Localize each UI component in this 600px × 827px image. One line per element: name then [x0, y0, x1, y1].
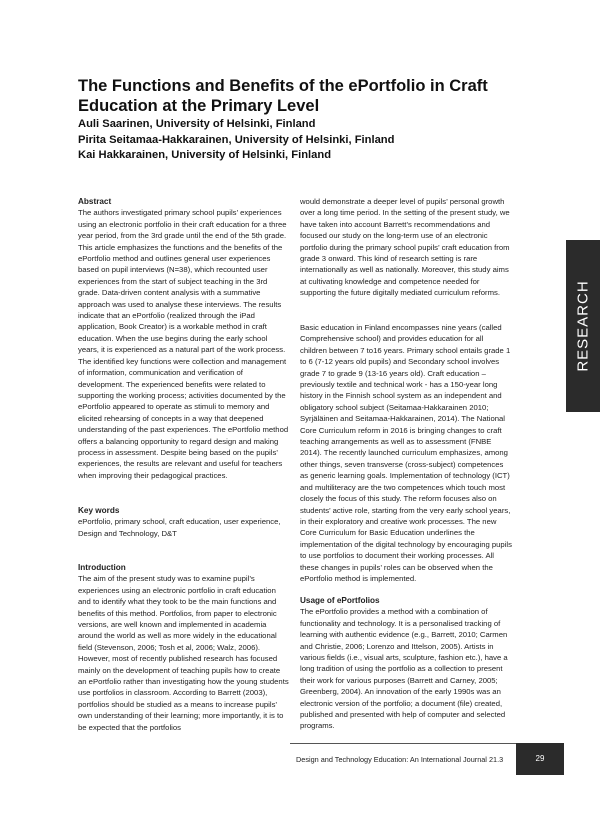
- introduction-text: The aim of the present study was to examine pupil’s experiences using an electronic portfolio in craft education and to identify what they took to be the main functions and benefits of this method. Portfolios, from paper to electronic versions, are well known and implemented in academia around the world as well as more widely in the educational field (Stevenson, 2006; Tosh et al, 2006; Walz, 2006). However, most of recently published research has focused mainly on the development of teaching pupils how to create an ePortfolio rather than investigating how the young students use portfolios in classroom. According to Barrett (2003), portfolios should be studied as a means to increase pupils’ own understanding of their learning; more importantly, it is to be expected that the portfolios: [78, 574, 289, 732]
- footer-divider: [290, 743, 516, 744]
- right-column-para-1: [300, 196, 512, 299]
- author-2: Pirita Seitamaa-Hakkarainen, University of Helsinki, Finland: [78, 133, 395, 146]
- usage-section: [300, 595, 512, 732]
- body-paragraph-1: would demonstrate a deeper level of pupils’ personal growth over a long time period. In the setting of the present study, we have taken into account Barrett’s recommendations and focused our study on the long-term use of an electronic portfolio during the primary school pupils’ craft education from grade 3 onward. This kind of research setting is rare internationally as well as nationally. Moreover, this study aims at cultivating knowledge and competence needed for supporting the future digitally mediated curriculum reforms.: [300, 197, 510, 298]
- page-number-box: [516, 743, 564, 775]
- author-list: [78, 117, 498, 164]
- abstract-section: [78, 196, 290, 481]
- keywords-heading: Key words: [78, 506, 120, 515]
- footer-journal-name: Design and Technology Education: An International Journal 21.3: [296, 755, 504, 764]
- research-side-tab: [566, 240, 600, 412]
- article-title: The Functions and Benefits of the ePortfolio in Craft Education at the Primary Level: [78, 77, 488, 115]
- introduction-heading: Introduction: [78, 563, 126, 572]
- body-paragraph-2: Basic education in Finland encompasses nine years (called Comprehensive school) and provides education for all children between 7 to16 years. Primary school entails grade 1 to 6 (7-12 years old pupils) and Secondary school involves grade 7 to grade 9 (13-16 years old). Craft education – previously textile and technical work - has a 150-year long history in the Finnish school system as an independent and obligatory school subject (Seitamaa-Hakkarainen 2010; Syrjäläinen and Seitamaa-Hakkarainen, 2014). The National Core Curriculum reform in 2016 is bringing changes to craft teaching arrangements as well as to assessment (FNBE 2014). The recently launched curriculum emphasizes, among other things, seven transverse (cross-subject) competences as generic learning goals. Implementation of technology (ICT) and multiliteracy are the two competences which touch most closely the focus of this study. The reform focuses also on students’ active role, starting from the very early school years, in their exploratory and creative work processes. The new Core Curriculum for Basic Education underlines the implementation of the digital technology by encouraging pupils to use portfolios to document their working processes. All these changes in pupils’ roles can be observed when the ePortfolio method is implemented.: [300, 323, 512, 583]
- author-3: Kai Hakkarainen, University of Helsinki, Finland: [78, 149, 332, 161]
- author-1: Auli Saarinen, University of Helsinki, Finland: [78, 118, 316, 130]
- abstract-heading: Abstract: [78, 197, 112, 206]
- abstract-text: The authors investigated primary school pupils’ experiences using an electronic portfolio in their craft education for a three year period, from the 3rd grade until the end of the 5th grade. This article emphasizes the functions and the benefits of the ePortfolio method and outlines general user experiences based on pupil interviews (N=38), which recounted user experiences from the start of subject teaching in the 3rd grade. Data-driven content analysis with a summative approach was used to analyse these interviews. The results indicate that an ePortfolio (realized through the iPad application, Book Creator) is a workable method in craft education. When the use begins during the early school years, it is experienced as a natural part of the work process. The identified key functions were collection and management of information, communication and verification of development. The experienced benefits were related to supporting the working process; activities documented by the ePortfolio appeared to operate as stimuli to memory and elicited rehearsing of concepts in a way that deepened understanding of the past experiences. The ePortfolio method offers a balancing opportunity to regard design and making process in assessment. Despite being based on the pupils’ experiences, the results are relevant and useful for teachers when improving their pedagogical practices.: [78, 208, 289, 480]
- keywords-text: ePortfolio, primary school, craft education, user experience, Design and Technology, D&T: [78, 517, 281, 538]
- page-number: 29: [535, 754, 545, 763]
- introduction-section: [78, 562, 290, 733]
- research-label: RESEARCH: [574, 280, 592, 372]
- right-column-para-2: [300, 322, 512, 584]
- usage-heading: Usage of ePortfolios: [300, 596, 380, 605]
- keywords-section: [78, 505, 290, 539]
- body-paragraph-3: The ePortfolio provides a method with a combination of functionality and technology. It is a personalised tracking of learning with authentic evidence (e.g., Barrett, 2010; Carmen and Christie, 2006; Lorenzo and Ittelson, 2005). Artists in various fields (i.e., visual arts, sculpture, fashion etc.), have a long tradition of using the portfolio as a collection to present their work for various purposes (Barrett and Carney, 2005; Greenberg, 2004). An innovation of the early 1990s was an electronic version of the portfolio; a document (file) created, published and presented with help of computer and selected programs.: [300, 607, 508, 731]
